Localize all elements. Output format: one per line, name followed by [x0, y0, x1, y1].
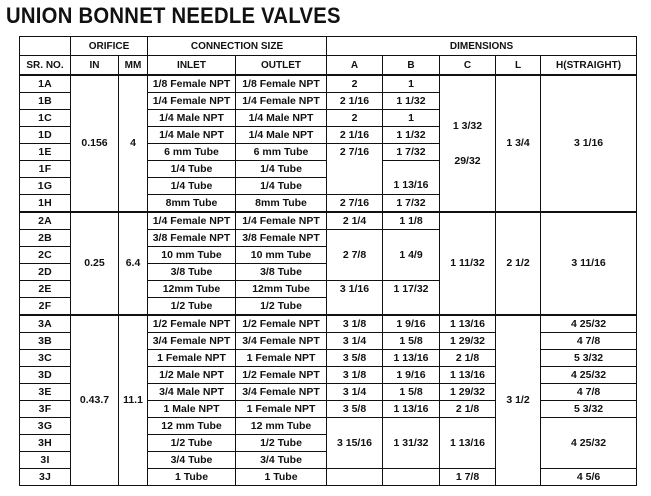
- outlet-cell: 1/2 Female NPT: [236, 367, 327, 384]
- dim-a-cell: [327, 469, 383, 486]
- dim-b-cell: [383, 264, 440, 281]
- outlet-cell: 1 Female NPT: [236, 350, 327, 367]
- outlet-cell: 3/4 Female NPT: [236, 333, 327, 350]
- sr-no-cell: 3I: [20, 452, 71, 469]
- sr-no-cell: 3C: [20, 350, 71, 367]
- inlet-cell: 1/2 Tube: [148, 435, 236, 452]
- inlet-cell: 3/8 Tube: [148, 264, 236, 281]
- orifice-mm-cell: 6.4: [119, 212, 148, 315]
- dim-c-cell: 1 13/16: [440, 418, 496, 469]
- inlet-cell: 1/4 Tube: [148, 161, 236, 178]
- dim-a-cell: 3 1/8: [327, 315, 383, 333]
- dim-a-cell: 2 7/8: [327, 247, 383, 264]
- dim-c-cell: 2 1/8: [440, 401, 496, 418]
- inlet-cell: 1/4 Female NPT: [148, 93, 236, 110]
- dim-b-cell: 1 7/32: [383, 144, 440, 161]
- orifice-in-cell: 0.25: [71, 212, 119, 315]
- dim-h-cell: 4 25/32: [541, 418, 637, 469]
- dim-a-cell: 3 1/4: [327, 333, 383, 350]
- outlet-cell: 3/8 Female NPT: [236, 230, 327, 247]
- dim-b-cell: [383, 230, 440, 247]
- header-dimensions: DIMENSIONS: [327, 37, 637, 56]
- dim-h-cell: 4 7/8: [541, 333, 637, 350]
- dim-b-cell: 1 17/32: [383, 281, 440, 298]
- dim-b-cell: 1: [383, 110, 440, 127]
- dim-c-cell: 1 11/32: [440, 212, 496, 315]
- dim-a-cell: 2 1/16: [327, 127, 383, 144]
- page-title: UNION BONNET NEEDLE VALVES: [6, 3, 341, 28]
- header-row-top: [20, 37, 637, 56]
- sr-no-cell: 3E: [20, 384, 71, 401]
- sr-no-cell: 1E: [20, 144, 71, 161]
- dim-a-cell: [327, 178, 383, 195]
- dim-b-cell: 1 13/16: [383, 350, 440, 367]
- sr-no-cell: 1C: [20, 110, 71, 127]
- header-outlet: OUTLET: [236, 56, 327, 76]
- outlet-cell: 1 Female NPT: [236, 401, 327, 418]
- dim-a-cell: 3 5/8: [327, 401, 383, 418]
- outlet-cell: 3/4 Tube: [236, 452, 327, 469]
- outlet-cell: 3/4 Female NPT: [236, 384, 327, 401]
- dim-h-cell: 3 11/16: [541, 212, 637, 315]
- inlet-cell: 1 Male NPT: [148, 401, 236, 418]
- inlet-cell: 1/2 Tube: [148, 298, 236, 316]
- dim-b-cell: 1 7/32: [383, 195, 440, 213]
- dim-h-cell: 5 3/32: [541, 350, 637, 367]
- header-orifice: ORIFICE: [71, 37, 148, 56]
- dim-a-cell: 3 1/16: [327, 281, 383, 298]
- outlet-cell: 3/8 Tube: [236, 264, 327, 281]
- dim-a-cell: 2 7/16: [327, 195, 383, 213]
- sr-no-cell: 3F: [20, 401, 71, 418]
- inlet-cell: 1/2 Female NPT: [148, 315, 236, 333]
- inlet-cell: 12mm Tube: [148, 281, 236, 298]
- header-row-sub: [20, 56, 637, 76]
- header-connection-size: CONNECTION SIZE: [148, 37, 327, 56]
- inlet-cell: 1/2 Male NPT: [148, 367, 236, 384]
- header-blank: [20, 37, 71, 56]
- sr-no-cell: 2B: [20, 230, 71, 247]
- sr-no-cell: 3H: [20, 435, 71, 452]
- orifice-in-cell: 0.43.7: [71, 315, 119, 486]
- dim-c-cell: [440, 75, 496, 212]
- inlet-cell: 8mm Tube: [148, 195, 236, 213]
- dim-a-cell: 2 1/4: [327, 212, 383, 230]
- specs-table: [19, 36, 637, 486]
- inlet-cell: 1/8 Female NPT: [148, 75, 236, 93]
- outlet-cell: 1/2 Female NPT: [236, 315, 327, 333]
- dim-b-cell: 1: [383, 75, 440, 93]
- dim-b-cell: 1 1/8: [383, 212, 440, 230]
- header-a: A: [327, 56, 383, 76]
- orifice-in-cell: 0.156: [71, 75, 119, 212]
- dim-c-value-alt: 29/32: [454, 154, 481, 167]
- sr-no-cell: 3D: [20, 367, 71, 384]
- dim-a-cell: 2 1/16: [327, 93, 383, 110]
- inlet-cell: 1 Female NPT: [148, 350, 236, 367]
- dim-a-cell: 2: [327, 110, 383, 127]
- dim-c-cell: 1 13/16: [440, 367, 496, 384]
- dim-c-value: 1 3/32: [452, 119, 483, 132]
- header-h: H(STRAIGHT): [541, 56, 637, 76]
- sr-no-cell: 1G: [20, 178, 71, 195]
- dim-b-cell: [383, 469, 440, 486]
- specs-table-frame: [19, 36, 636, 486]
- inlet-cell: 1 Tube: [148, 469, 236, 486]
- dim-a-cell: 3 5/8: [327, 350, 383, 367]
- header-l: L: [496, 56, 541, 76]
- header-inlet: INLET: [148, 56, 236, 76]
- sr-no-cell: 3J: [20, 469, 71, 486]
- dim-h-cell: 4 25/32: [541, 315, 637, 333]
- outlet-cell: 12 mm Tube: [236, 418, 327, 435]
- sr-no-cell: 2C: [20, 247, 71, 264]
- outlet-cell: 1/4 Female NPT: [236, 212, 327, 230]
- dim-a-cell: [327, 264, 383, 281]
- dim-b-cell: 1 1/32: [383, 93, 440, 110]
- dim-b-cell: [383, 161, 440, 178]
- dim-b-cell: 1 5/8: [383, 384, 440, 401]
- dim-b-cell: 1 1/32: [383, 127, 440, 144]
- header-b: B: [383, 56, 440, 76]
- sr-no-cell: 3A: [20, 315, 71, 333]
- inlet-cell: 1/4 Male NPT: [148, 110, 236, 127]
- inlet-cell: 6 mm Tube: [148, 144, 236, 161]
- orifice-mm-cell: 11.1: [119, 315, 148, 486]
- outlet-cell: 1/8 Female NPT: [236, 75, 327, 93]
- dim-a-cell: [327, 298, 383, 316]
- inlet-cell: 10 mm Tube: [148, 247, 236, 264]
- inlet-cell: 12 mm Tube: [148, 418, 236, 435]
- outlet-cell: 12mm Tube: [236, 281, 327, 298]
- dim-b-cell: 1 9/16: [383, 367, 440, 384]
- outlet-cell: 1/4 Tube: [236, 178, 327, 195]
- outlet-cell: 6 mm Tube: [236, 144, 327, 161]
- dim-b-cell: 1 31/32: [383, 418, 440, 469]
- dim-c-cell: 1 29/32: [440, 333, 496, 350]
- outlet-cell: 1/4 Male NPT: [236, 110, 327, 127]
- inlet-cell: 3/8 Female NPT: [148, 230, 236, 247]
- outlet-cell: 10 mm Tube: [236, 247, 327, 264]
- table-row: [20, 75, 637, 93]
- dim-a-cell: 3 1/4: [327, 384, 383, 401]
- dim-c-cell: 1 29/32: [440, 384, 496, 401]
- dim-l-cell: 1 3/4: [496, 75, 541, 212]
- header-c: C: [440, 56, 496, 76]
- sr-no-cell: 2F: [20, 298, 71, 316]
- sr-no-cell: 1B: [20, 93, 71, 110]
- sr-no-cell: 1H: [20, 195, 71, 213]
- dim-h-cell: 4 25/32: [541, 367, 637, 384]
- sr-no-cell: 2A: [20, 212, 71, 230]
- dim-a-cell: [327, 230, 383, 247]
- outlet-cell: 1/4 Tube: [236, 161, 327, 178]
- inlet-cell: 3/4 Male NPT: [148, 384, 236, 401]
- dim-h-cell: 5 3/32: [541, 401, 637, 418]
- inlet-cell: 1/4 Female NPT: [148, 212, 236, 230]
- dim-a-cell: 3 15/16: [327, 418, 383, 469]
- table-row: [20, 315, 637, 333]
- header-in: IN: [71, 56, 119, 76]
- dim-a-cell: 2 7/16: [327, 144, 383, 161]
- dim-a-cell: 3 1/8: [327, 367, 383, 384]
- dim-h-cell: 4 7/8: [541, 384, 637, 401]
- outlet-cell: 1/4 Male NPT: [236, 127, 327, 144]
- inlet-cell: 3/4 Female NPT: [148, 333, 236, 350]
- table-row: [20, 212, 637, 230]
- sr-no-cell: 2D: [20, 264, 71, 281]
- dim-a-cell: 2: [327, 75, 383, 93]
- inlet-cell: 1/4 Tube: [148, 178, 236, 195]
- outlet-cell: 8mm Tube: [236, 195, 327, 213]
- inlet-cell: 3/4 Tube: [148, 452, 236, 469]
- header-sr-no: SR. NO.: [20, 56, 71, 76]
- sr-no-cell: 1F: [20, 161, 71, 178]
- inlet-cell: 1/4 Male NPT: [148, 127, 236, 144]
- dim-c-cell: 1 7/8: [440, 469, 496, 486]
- dim-a-cell: [327, 161, 383, 178]
- header-mm: MM: [119, 56, 148, 76]
- sr-no-cell: 1D: [20, 127, 71, 144]
- outlet-cell: 1/4 Female NPT: [236, 93, 327, 110]
- dim-b-cell: 1 13/16: [383, 401, 440, 418]
- dim-c-cell: 2 1/8: [440, 350, 496, 367]
- sr-no-cell: 3B: [20, 333, 71, 350]
- dim-b-cell: 1 5/8: [383, 333, 440, 350]
- sr-no-cell: 3G: [20, 418, 71, 435]
- dim-h-cell: 3 1/16: [541, 75, 637, 212]
- dim-l-cell: 2 1/2: [496, 212, 541, 315]
- sr-no-cell: 2E: [20, 281, 71, 298]
- dim-b-cell: [383, 298, 440, 316]
- orifice-mm-cell: 4: [119, 75, 148, 212]
- dim-c-cell: 1 13/16: [440, 315, 496, 333]
- dim-b-cell: 1 13/16: [383, 178, 440, 195]
- outlet-cell: 1/2 Tube: [236, 435, 327, 452]
- dim-h-cell: 4 5/6: [541, 469, 637, 486]
- outlet-cell: 1 Tube: [236, 469, 327, 486]
- sr-no-cell: 1A: [20, 75, 71, 93]
- dim-b-cell: 1 9/16: [383, 315, 440, 333]
- dim-b-cell: 1 4/9: [383, 247, 440, 264]
- dim-l-cell: 3 1/2: [496, 315, 541, 486]
- outlet-cell: 1/2 Tube: [236, 298, 327, 316]
